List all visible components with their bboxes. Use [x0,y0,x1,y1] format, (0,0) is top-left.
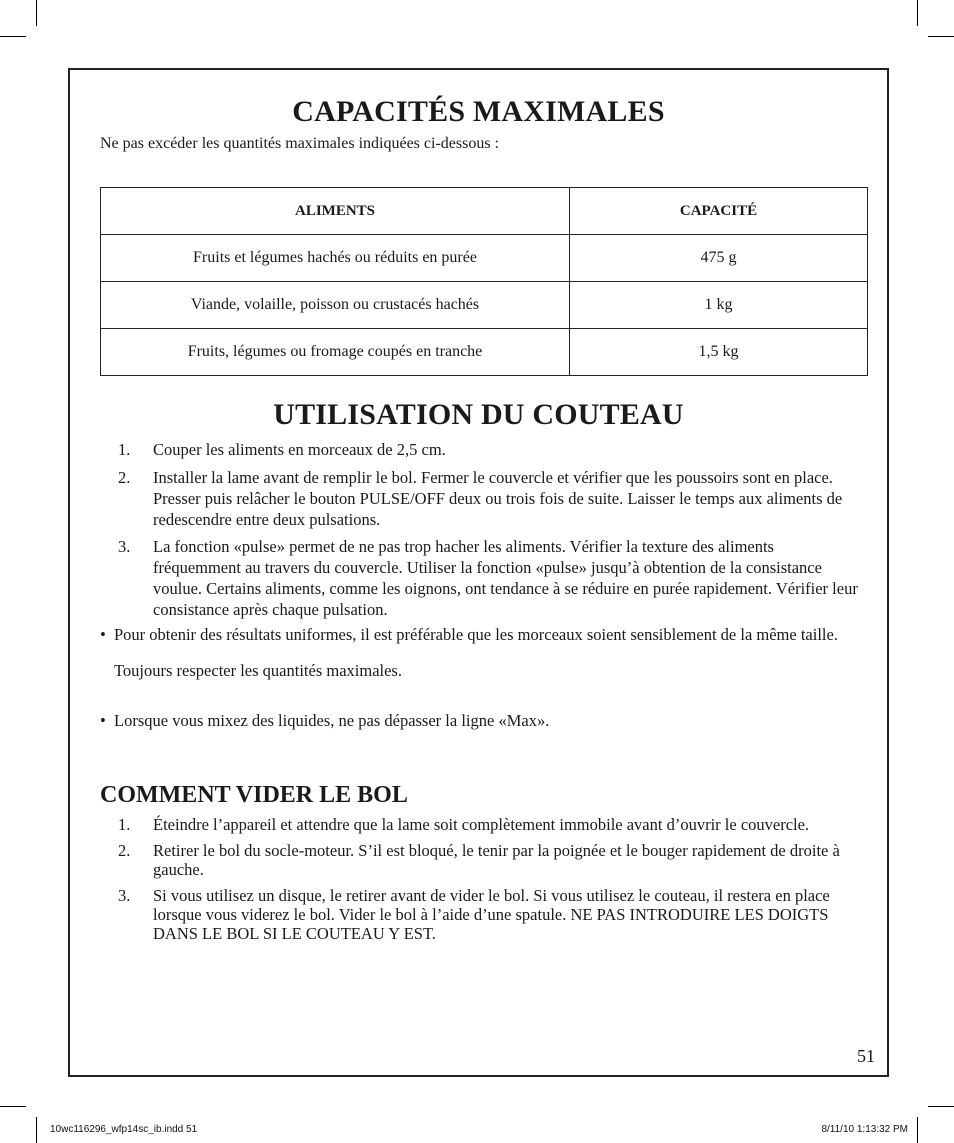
list-item [100,710,845,731]
bullet-text: Lorsque vous mixez des liquides, ne pas dépasser la ligne «Max». [114,711,550,730]
table-cell-food: Viande, volaille, poisson ou crustacés hachés [101,282,570,329]
crop-mark [917,1117,918,1143]
crop-mark [0,1106,26,1107]
step-text: Si vous utilisez un disque, le retirer avant de vider le bol. Si vous utilisez le couteau, il restera en place lorsque vous viderez le bol. Vider le bol à l’aide d’une spatule. NE PAS INTRODUIRE LES DOIGTS DANS LE BOL SI LE COUTEAU Y EST. [153,886,830,943]
table-row [101,329,868,376]
knife-steps [118,439,863,620]
column-header-foods: ALIMENTS [101,188,570,235]
list-item [118,815,863,834]
empty-bowl-steps [118,815,863,943]
knife-title: UTILISATION DU COUTEAU [273,398,684,431]
slug-timestamp: 8/11/10 1:13:32 PM [821,1124,908,1135]
step-text: Installer la lame avant de remplir le bol. Fermer le couvercle et vérifier que les poussoirs sont en place. Presser puis relâcher le bouton PULSE/OFF deux ou trois fois de suite. Laisser le temps aux aliments de redescendre entre deux pulsations. [153,468,843,529]
crop-mark [928,1106,954,1107]
note-text: Toujours respecter les quantités maximales. [114,661,402,680]
step-text: La fonction «pulse» permet de ne pas trop hacher les aliments. Vérifier la texture des aliments fréquemment au travers du couvercle. Utiliser la fonction «pulse» jusqu’à obtention de la consistance voulue. Certains aliments, comme les oignons, ont tendance à se réduire en purée rapidement. Vérifier leur consistance après chaque pulsation. [153,537,858,619]
step-number: 3. [118,537,131,556]
step-number: 1. [118,440,131,459]
list-item [100,624,845,645]
list-item [118,439,863,460]
crop-mark [36,0,37,26]
capacities-intro: Ne pas excéder les quantités maximales indiquées ci-dessous : [100,135,499,152]
table-row [101,235,868,282]
crop-mark [917,0,918,26]
step-number: 2. [118,841,131,860]
table-cell-food: Fruits et légumes hachés ou réduits en purée [101,235,570,282]
step-text: Couper les aliments en morceaux de 2,5 cm. [153,440,446,459]
list-item [118,467,863,530]
column-header-capacity: CAPACITÉ [570,188,868,235]
knife-tips [100,624,845,731]
crop-mark [36,1117,37,1143]
table-cell-capacity: 475 g [570,235,868,282]
step-number: 2. [118,468,131,487]
table-cell-capacity: 1,5 kg [570,329,868,376]
bullet-text: Pour obtenir des résultats uniformes, il est préférable que les morceaux soient sensiblement de la même taille. [114,625,838,644]
bullet-symbol: • [100,711,106,730]
step-text: Éteindre l’appareil et attendre que la lame soit complètement immobile avant d’ouvrir le couvercle. [153,815,810,834]
slug-file: 10wc116296_wfp14sc_ib.indd 51 [50,1124,198,1135]
step-number: 3. [118,886,131,905]
step-text: Retirer le bol du socle-moteur. S’il est bloqué, le tenir par la poignée et le bouger rapidement de droite à gauche. [153,841,840,879]
page-number: 51 [857,1046,875,1066]
capacities-table [100,187,868,376]
page-frame [68,68,889,1077]
list-item [118,536,863,620]
bullet-symbol: • [100,625,106,644]
list-item [118,841,863,879]
step-number: 1. [118,815,131,834]
crop-mark [0,36,26,37]
table-cell-food: Fruits, légumes ou fromage coupés en tranche [101,329,570,376]
list-item [118,886,863,943]
table-row [101,282,868,329]
crop-mark [928,36,954,37]
table-cell-capacity: 1 kg [570,282,868,329]
capacities-title: CAPACITÉS MAXIMALES [292,95,665,128]
table-header-row [101,188,868,235]
empty-bowl-title: COMMENT VIDER LE BOL [100,782,408,808]
